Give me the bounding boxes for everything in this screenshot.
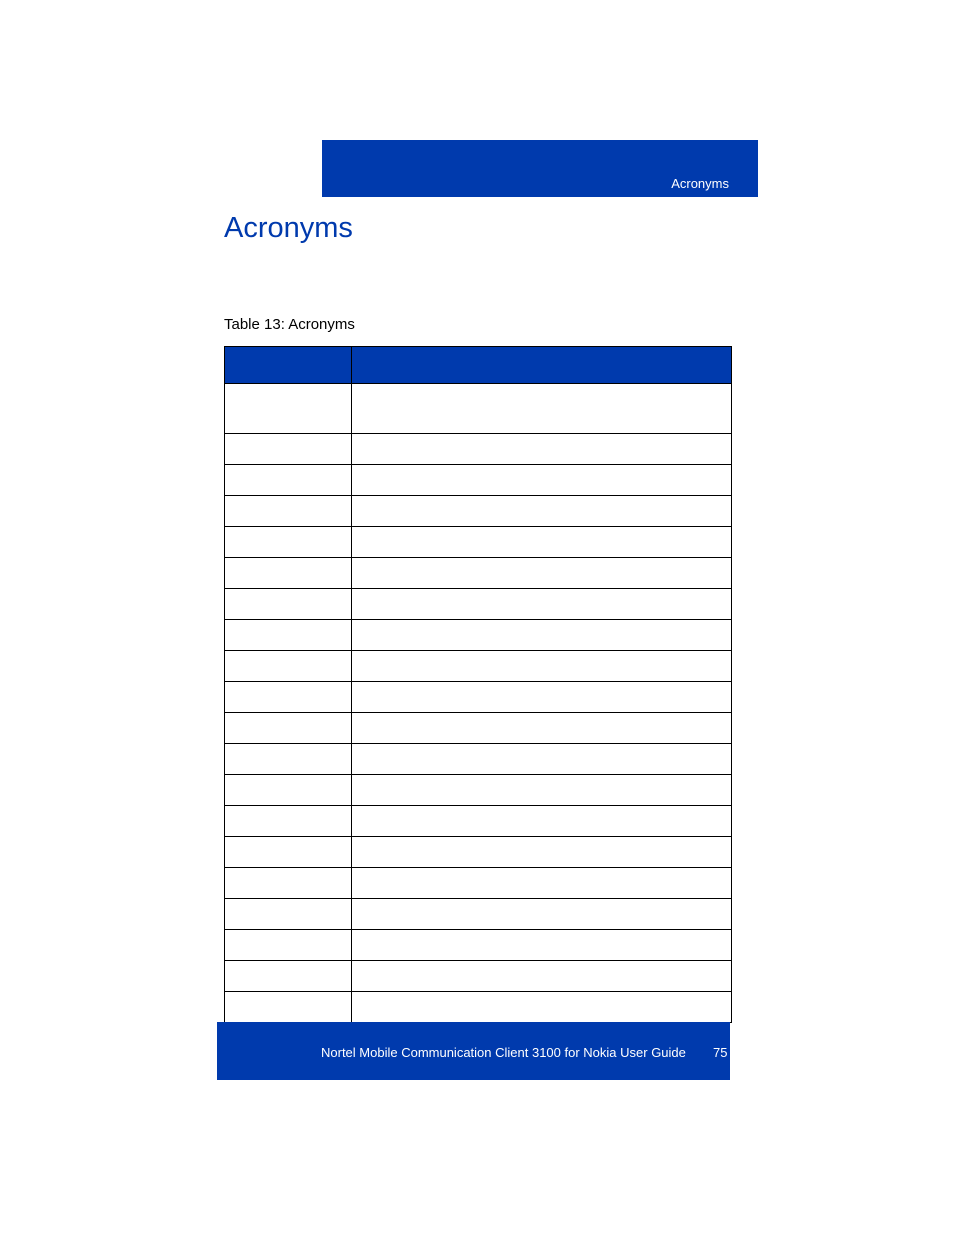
acronym-cell xyxy=(225,806,352,837)
footer-band xyxy=(217,1022,730,1080)
table-row xyxy=(225,961,732,992)
table-row xyxy=(225,434,732,465)
acronym-cell xyxy=(225,961,352,992)
page-title: Acronyms xyxy=(224,212,353,244)
acronym-cell xyxy=(225,589,352,620)
header-band xyxy=(322,140,758,197)
table-row xyxy=(225,930,732,961)
section-label: Acronyms xyxy=(671,176,729,191)
table-row xyxy=(225,496,732,527)
description-cell xyxy=(352,682,732,713)
table-row xyxy=(225,868,732,899)
description-cell xyxy=(352,837,732,868)
acronym-cell xyxy=(225,744,352,775)
acronym-cell xyxy=(225,527,352,558)
footer-guide-title: Nortel Mobile Communication Client 3100 for Nokia User Guide xyxy=(321,1045,686,1060)
acronym-cell xyxy=(225,496,352,527)
acronym-cell xyxy=(225,558,352,589)
acronym-cell xyxy=(225,682,352,713)
table-row xyxy=(225,558,732,589)
acronym-cell xyxy=(225,868,352,899)
table-row xyxy=(225,620,732,651)
description-cell xyxy=(352,961,732,992)
acronym-cell xyxy=(225,837,352,868)
description-cell xyxy=(352,434,732,465)
table-row xyxy=(225,806,732,837)
table-row xyxy=(225,682,732,713)
table-row xyxy=(225,775,732,806)
acronym-cell xyxy=(225,992,352,1023)
description-cell xyxy=(352,899,732,930)
table-row xyxy=(225,837,732,868)
table-caption: Table 13: Acronyms xyxy=(224,316,355,333)
description-cell xyxy=(352,384,732,434)
description-cell xyxy=(352,868,732,899)
description-cell xyxy=(352,930,732,961)
table-row xyxy=(225,589,732,620)
acronym-cell xyxy=(225,899,352,930)
column-header-description xyxy=(352,347,732,384)
table-header-row xyxy=(225,347,732,384)
table-row xyxy=(225,465,732,496)
acronym-cell xyxy=(225,713,352,744)
acronym-cell xyxy=(225,620,352,651)
description-cell xyxy=(352,992,732,1023)
table-row xyxy=(225,527,732,558)
table-row xyxy=(225,384,732,434)
description-cell xyxy=(352,651,732,682)
table-row xyxy=(225,744,732,775)
page-number: 75 xyxy=(713,1045,728,1060)
description-cell xyxy=(352,465,732,496)
description-cell xyxy=(352,713,732,744)
description-cell xyxy=(352,620,732,651)
description-cell xyxy=(352,589,732,620)
description-cell xyxy=(352,806,732,837)
table-row xyxy=(225,713,732,744)
description-cell xyxy=(352,558,732,589)
acronym-cell xyxy=(225,384,352,434)
description-cell xyxy=(352,775,732,806)
description-cell xyxy=(352,744,732,775)
acronym-cell xyxy=(225,930,352,961)
table-row xyxy=(225,899,732,930)
acronym-cell xyxy=(225,465,352,496)
acronyms-table xyxy=(224,346,732,1023)
table-row xyxy=(225,651,732,682)
description-cell xyxy=(352,496,732,527)
acronym-cell xyxy=(225,434,352,465)
column-header-acronym xyxy=(225,347,352,384)
acronym-cell xyxy=(225,651,352,682)
table-row xyxy=(225,992,732,1023)
acronym-cell xyxy=(225,775,352,806)
description-cell xyxy=(352,527,732,558)
